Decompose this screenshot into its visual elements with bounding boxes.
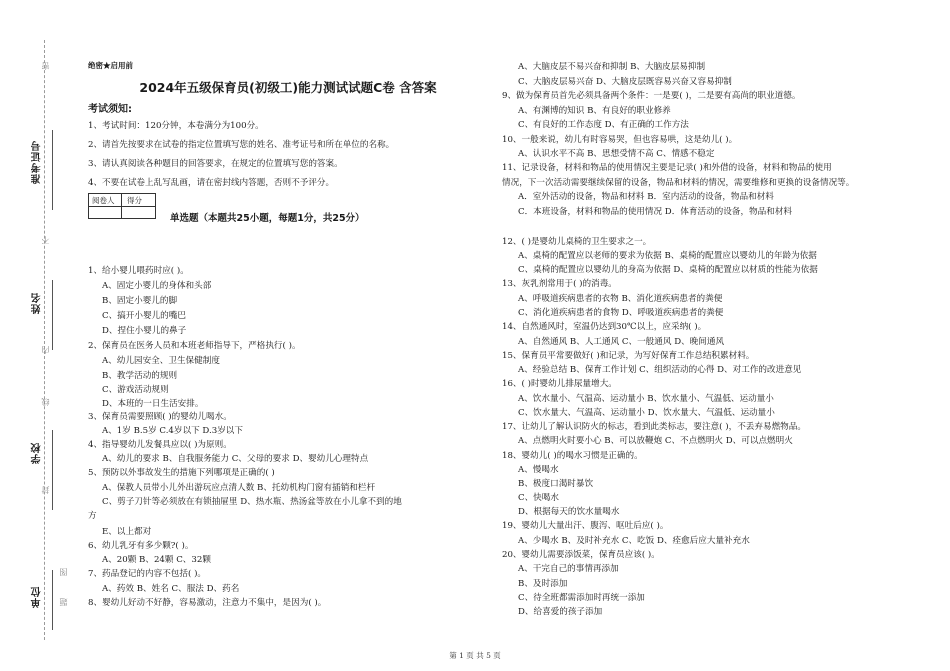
question-line: D、根据每天的饮水量喝水	[518, 507, 620, 517]
page-footer: 第 1 页 共 5 页	[449, 651, 501, 660]
question-line: B、极度口渴时暴饮	[518, 479, 594, 489]
question-line: B、及时添加	[518, 579, 568, 589]
question-line: 8、婴幼儿好动不好静，容易激动，注意力不集中，是因为( )。	[88, 598, 327, 608]
binding-label-school: 学校	[32, 442, 43, 464]
question-line: C、消化道疾病患者的食物 D、呼吸道疾病患者的粪便	[518, 308, 724, 318]
question-line: 2、保育员在医务人员和本班老师指导下，严格执行( )。	[88, 341, 301, 351]
question-line: A、点燃明火时要小心 B、可以放鞭炮 C、不点燃明火 D、可以点燃明火	[518, 436, 793, 446]
question-line: A、20颗 B、24颗 C、32颗	[102, 555, 211, 565]
question-line: 13、灰乳剂常用于( )的消毒。	[502, 279, 617, 289]
question-line: A、呼吸道疾病患者的衣物 B、消化道疾病患者的粪便	[518, 294, 723, 304]
page-title: 2024年五级保育员(初级工)能力测试试题C卷 含答案	[139, 80, 437, 95]
question-line: 12、( )是婴幼儿桌椅的卫生要求之一。	[502, 237, 652, 247]
question-line: 14、自然通风时，室温仍达到30℃以上，应采纳( )。	[502, 322, 707, 332]
question-line: 7、药品登记的内容不包括( )。	[88, 569, 207, 579]
section-heading: 单选题（本题共25小题，每题1分，共25分）	[170, 213, 365, 224]
question-line: C、游戏活动规则	[102, 385, 169, 395]
question-line: B、固定小婴儿的脚	[102, 296, 178, 306]
question-line: C、快喝水	[518, 493, 559, 503]
question-line: A．室外活动的设备，物品和材料 B．室内活动的设备，物品和材料	[518, 192, 774, 202]
question-line: 17、让幼儿了解认识防火的标志，看到此类标志，要注意( )，不丢弃易燃物品。	[502, 422, 806, 432]
question-line: C．本班设备，材料和物品的使用情况 D．体育活动的设备，物品和材料	[518, 207, 793, 217]
question-line: A、大脑皮层不易兴奋和抑制 B、大脑皮层易抑制	[518, 62, 706, 72]
question-line: A、桌椅的配置应以老师的要求为依据 B、桌椅的配置应以婴幼儿的年龄为依据	[518, 251, 817, 261]
binding-label-exam-id: 准考证号	[32, 140, 43, 184]
question-line: A、慢喝水	[518, 465, 559, 475]
question-line: A、1岁 B.5岁 C.4岁以下 D.3岁以下	[102, 426, 243, 436]
question-line: A、干完自己的事情再添加	[518, 564, 619, 574]
question-line: A、认识水平不高 B、思想受情不高 C、情感不稳定	[518, 149, 715, 159]
question-line: A、少喝水 B、及时补充水 C、吃饭 D、痊愈后应大量补充水	[518, 536, 750, 546]
question-line: C、搞开小婴儿的嘴巴	[102, 311, 186, 321]
notice-title: 考试须知:	[88, 104, 132, 115]
question-line: 16、( )时婴幼儿排尿量增大。	[502, 379, 617, 389]
question-line: A、固定小婴儿的身体和头部	[102, 281, 212, 291]
question-line: D、给喜爱的孩子添加	[518, 607, 603, 617]
binding-label-unit: 单位	[32, 586, 43, 608]
question-line: 方	[88, 511, 97, 521]
question-line: 1、给小婴儿喂药时应( )。	[88, 266, 189, 276]
question-line: C、大脑皮层易兴奋 D、大脑皮层既容易兴奋又容易抑制	[518, 77, 732, 87]
question-line: 3、保育员需要照顾( )的婴幼儿喝水。	[88, 412, 232, 422]
unit-line	[52, 570, 53, 630]
question-line: 18、婴幼儿( )的喝水习惯是正确的。	[502, 451, 643, 461]
score-label: 得分	[127, 196, 142, 205]
question-line: C、剪子刀针等必须放在有锁抽屉里 D、热水瓶、热汤盆等放在小儿拿不到的地	[102, 497, 402, 507]
question-line: C、桌椅的配置应以婴幼儿的身高为依据 D、桌椅的配置应以材质的性能为依据	[518, 265, 818, 275]
question-line: 19、婴幼儿大量出汗、腹泻、呕吐后应( )。	[502, 521, 669, 531]
question-line: 20、婴幼儿需要添饭菜，保育员应该( )。	[502, 550, 660, 560]
question-line: A、饮水量小、气温高、运动量小 B、饮水量小、气温低、运动量小	[518, 394, 774, 404]
exam-id-line	[52, 130, 53, 210]
question-line: 6、幼儿乳牙有多少颗?( )。	[88, 541, 194, 551]
question-line: 11、记录设备，材料和物品的使用情况主要是记录( )和外借的设备，材料和物品的使用	[502, 163, 832, 173]
question-line: A、幼儿园安全、卫生保健制度	[102, 356, 220, 366]
question-line: 9、做为保育员首先必须具备两个条件：一是要( )，二是要有高尚的职业道德。	[502, 91, 801, 101]
question-line: 10、一般来说，幼儿有时容易哭，但也容易哄，这是幼儿( )。	[502, 135, 738, 145]
question-line: C、待全班都需添加时再统一添加	[518, 593, 645, 603]
question-line: A、有渊博的知识 B、有良好的职业修养	[518, 106, 671, 116]
question-line: 情况，下一次活动需要继续保留的设备，物品和材料的情况，需要维修和更换的设备情况等。	[502, 178, 855, 188]
question-line: C、有良好的工作态度 D、有正确的工作方法	[518, 120, 689, 130]
question-line: A、药效 B、姓名 C、服法 D、药名	[102, 584, 240, 594]
notice-item: 3、请认真阅读各种题目的回答要求，在规定的位置填写您的答案。	[88, 159, 343, 169]
question-line: 15、保育员平常要做好( )和记录，为写好保育工作总结积累材料。	[502, 351, 755, 361]
question-line: 5、预防以外事故发生的措施下列哪项是正确的( )	[88, 468, 275, 478]
question-line: D、本班的一日生活安排。	[102, 399, 204, 409]
name-line	[52, 280, 53, 350]
grader-label: 阅卷人	[92, 196, 115, 205]
question-line: 4、指导婴幼儿发餐具应以( )为原则。	[88, 440, 232, 450]
secret-label: 绝密★启用前	[88, 61, 133, 70]
binding-mark: 内	[41, 346, 50, 354]
seal-cut-line	[44, 40, 45, 640]
notice-item: 2、请首先按要求在试卷的指定位置填写您的姓名、准考证号和所在单位的名称。	[88, 140, 395, 150]
score-box-divider	[89, 206, 155, 207]
binding-mark: 不	[41, 236, 50, 244]
question-line: A、经验总结 B、保育工作计划 C、组织活动的心得 D、对工作的改进意见	[518, 365, 802, 375]
binding-mark: 线	[41, 398, 50, 406]
binding-mark: 题	[59, 598, 68, 606]
question-line: A、幼儿的要求 B、自我服务能力 C、父母的要求 D、婴幼儿心理特点	[102, 454, 369, 464]
question-line: A、保教人员带小儿外出游玩应点清人数 B、托幼机构门窗有插销和栏杆	[102, 483, 376, 493]
school-line	[52, 430, 53, 510]
question-line: B、教学活动的规则	[102, 371, 178, 381]
binding-margin	[0, 0, 72, 671]
notice-item: 4、不要在试卷上乱写乱画，请在密封线内答题，否则不予评分。	[88, 178, 335, 188]
question-line: A、自然通风 B、人工通风 C、一般通风 D、晚间通风	[518, 337, 725, 347]
question-line: E、以上都对	[102, 527, 152, 537]
binding-mark: 图	[59, 568, 68, 576]
binding-label-name: 姓名	[32, 292, 43, 314]
binding-mark: 密	[41, 62, 50, 70]
question-line: C、饮水量大、气温高、运动量小 D、饮水量大、气温低、运动量小	[518, 408, 775, 418]
binding-mark: 封	[41, 486, 50, 494]
score-box	[88, 193, 156, 219]
question-line: D、捏住小婴儿的鼻子	[102, 326, 187, 336]
notice-item: 1、考试时间：120分钟，本卷满分为100分。	[88, 121, 264, 131]
